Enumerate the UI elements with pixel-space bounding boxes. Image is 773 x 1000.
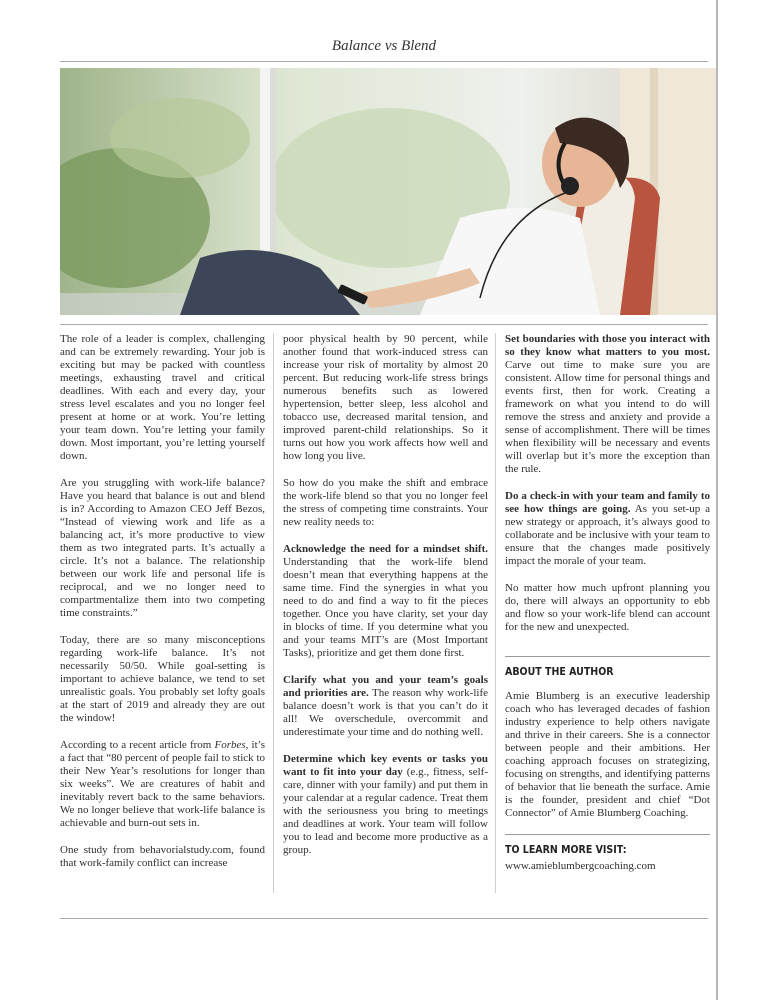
column-divider (495, 333, 496, 893)
header-divider (60, 61, 708, 62)
author-bio: Amie Blumberg is an executive leadership coach who has leveraged decades of fashion industry experience to help others navigate and thrive in their careers. She is a connector between people and their ambitions. Her coaching approach focuses on strategizing, focusing on strengths, and identifying patterns of behavior that lie beneath the surface. Amie is the founder, president and chief “Dot Connector” of Amie Blumberg Coaching. (505, 690, 710, 819)
paragraph: Acknowledge the need for a mindset shift. Understanding that the work-life blend doesn’t mean that everything happens at the same time. Find the synergies in what you need to do and find a way to fit the pieces together. Once you have clarity, set your day in blocks of time. If you determine what you and your teams MIT’s are (Most Important Tasks), prioritize and get them done first. (283, 543, 488, 659)
page-edge-rule (716, 0, 718, 1000)
about-author-heading: ABOUT THE AUTHOR (505, 665, 614, 678)
subheading: Acknowledge the need for a mindset shift. (283, 543, 488, 555)
man-relaxing-with-headphones-photo (60, 68, 716, 315)
author-website-link[interactable]: www.amieblumbergcoaching.com (505, 860, 656, 872)
hero-photo (60, 68, 716, 315)
page-title: Balance vs Blend (331, 38, 437, 54)
subheading: Clarify what you and your team’s goals and priorities are. (283, 674, 488, 699)
subheading: Do a check-in with your team and family to see how things are going. (505, 490, 710, 515)
author-divider (505, 656, 710, 657)
paragraph: The role of a leader is complex, challenging and can be extremely rewarding. Your job is exciting but may be packed with countless meetings, exhausting travel and critical deadlines. With each and every day, your stress level escalates and you no longer feel present at home or at work. You’re letting your team down. You’re letting your family down. Most important, you’re letting yourself down. (60, 333, 265, 462)
article-column-3 (505, 333, 710, 887)
column-divider (273, 333, 274, 893)
paragraph: Determine which key events or tasks you want to fit into your day (e.g., fitness, self-care, dinner with your family) and put them in your calendar at a regular cadence. Treat them with the seriousness you bring to meetings and deadlines at work. Your team will follow you to lead and become more productive as a group. (283, 753, 488, 856)
paragraph: Do a check-in with your team and family to see how things are going. As you set-up a new strategy or approach, it’s always good to collaborate and be inclusive with your team to ensure that the changes made positively impact the morale of your team. (505, 490, 710, 567)
subheading: Set boundaries with those you interact with so they know what matters to you most. (505, 333, 710, 358)
learn-more-divider (505, 834, 710, 835)
footer-divider (60, 918, 708, 919)
subheading: Determine which key events or tasks you want to fit into your day (283, 753, 488, 778)
paragraph: poor physical health by 90 percent, while another found that work-induced stress can increase your risk of mortality by almost 20 percent. But reducing work-life stress brings numerous benefits such as lowered hypertension, better sleep, less alcohol and tobacco use, decreased marital tension, and improved parent-child relationships. So it turns out how you work affects how well and how long you live. (283, 333, 488, 462)
article-column-1 (60, 333, 265, 884)
paragraph: Set boundaries with those you interact with so they know what matters to you most. Carve out time to make sure you are consistent. Allow time for personal things and events first, then for work. Creating a framework on what you intend to do will remove the stress and anxiety and provide a sense of accomplishment. There will be times when flexibility will be necessary and events will overlap but it’s more the exception than the rule. (505, 333, 710, 475)
paragraph: According to a recent article from Forbes, it’s a fact that “80 percent of people fail to stick to their New Year’s resolutions for longer than six weeks”. We are creatures of habit and inevitably revert back to the same behaviors. We no longer believe that work-life balance is achievable and burn-out sets in. (60, 739, 266, 829)
paragraph: No matter how much upfront planning you do, there will always an opportunity to ebb and flow so your work-life blend can account for the new and unexpected. (505, 582, 710, 633)
paragraph: So how do you make the shift and embrace the work-life blend so that you no longer feel the stress of competing time constraints. Your new reality needs to: (283, 477, 488, 528)
source-name: Forbes (214, 739, 246, 751)
paragraph: Are you struggling with work-life balance? Have you heard that balance is out and blend is in? According to Amazon CEO Jeff Bezos, “Instead of viewing work and life as a balancing act, it’s more productive to view them as two integrated parts. It’s actually a circle. It’s not a balance. The relationship between our work life and personal life is reciprocal, and we no longer need to compartmentalize them into two competing time constraints.” (60, 477, 265, 619)
image-divider (60, 324, 708, 325)
paragraph: One study from behavorialstudy.com, found that work-family conflict can increase (60, 844, 265, 869)
article-column-2 (283, 333, 488, 871)
paragraph: Clarify what you and your team’s goals and priorities are. The reason why work-life balance doesn’t work is that you can’t do it all! We overschedule, overcommit and underestimate your time and do nothing well. (283, 674, 488, 738)
learn-more-heading: TO LEARN MORE VISIT: (505, 843, 627, 856)
paragraph: Today, there are so many misconceptions regarding work-life balance. It’s not necessarily 50/50. While goal-setting is important to achieve balance, we tend to set unrealistic goals. You probably set lofty goals at the start of 2019 and already they are out the window! (60, 634, 265, 724)
